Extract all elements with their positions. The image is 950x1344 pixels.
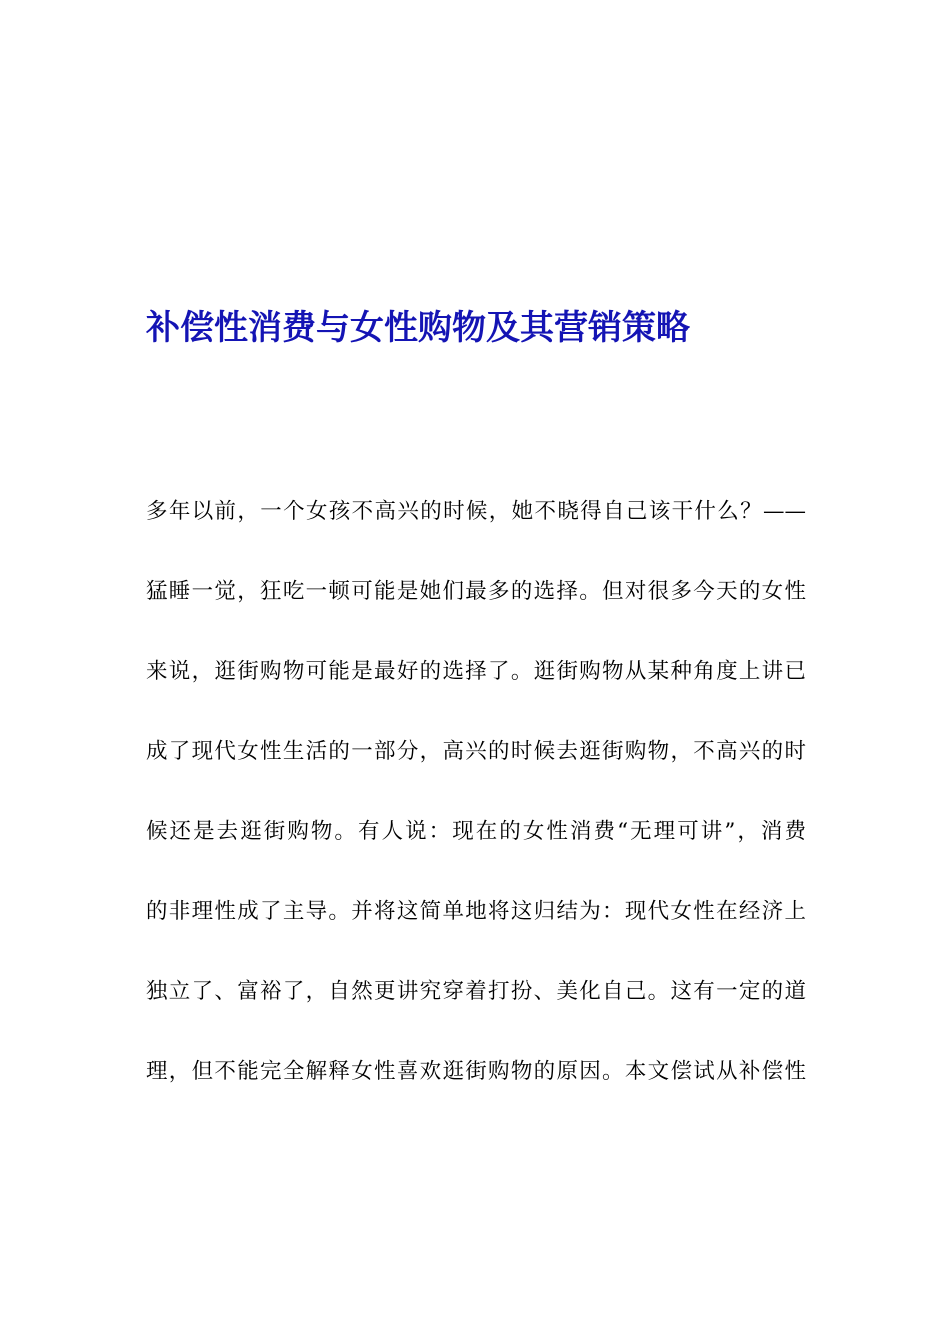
body-line: 独立了、富裕了，自然更讲究穿着打扮、美化自己。这有一定的道: [146, 979, 806, 1004]
document-body: [146, 494, 806, 1134]
body-line: 多年以前，一个女孩不高兴的时候，她不晓得自己该干什么？——: [146, 499, 806, 524]
document-title: 补偿性消费与女性购物及其营销策略: [146, 308, 690, 348]
body-line: 理，但不能完全解释女性喜欢逛街购物的原因。本文偿试从补偿性: [146, 1059, 806, 1084]
body-line: 来说，逛街购物可能是最好的选择了。逛街购物从某种角度上讲已: [146, 659, 806, 684]
body-line: 候还是去逛街购物。有人说：现在的女性消费“无理可讲”，消费: [146, 819, 806, 844]
body-line: 的非理性成了主导。并将这简单地将这归结为：现代女性在经济上: [146, 899, 806, 924]
body-line: 猛睡一觉，狂吃一顿可能是她们最多的选择。但对很多今天的女性: [146, 579, 806, 604]
body-line: 成了现代女性生活的一部分，高兴的时候去逛街购物，不高兴的时: [146, 739, 806, 764]
